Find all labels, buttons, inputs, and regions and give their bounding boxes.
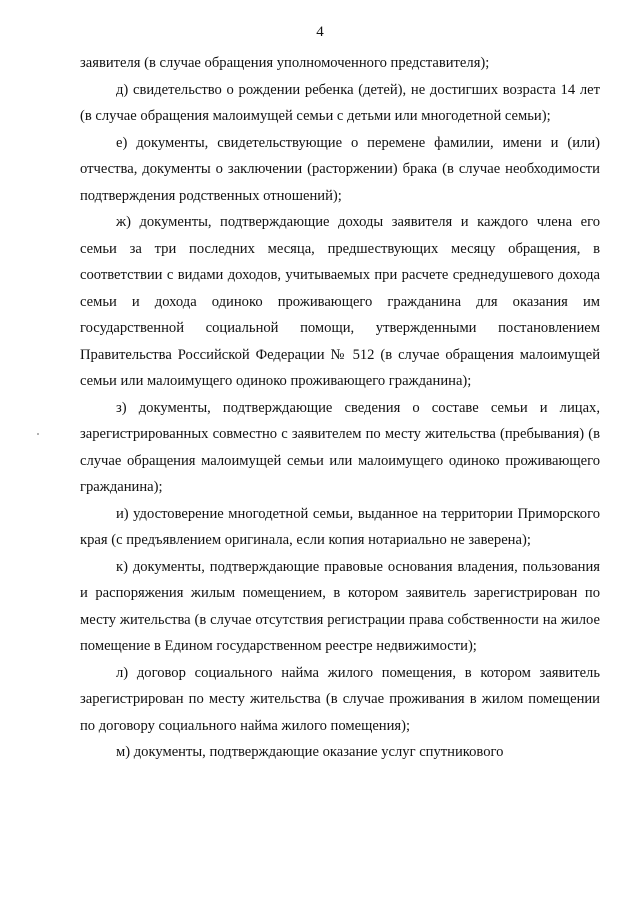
paragraph-l: л) договор социального найма жилого помещения, в котором заявитель зарегистрирован по месту жительства (в случае проживания в жилом помещении по договору социального найма жилого помещения); xyxy=(80,664,600,734)
margin-mark xyxy=(37,433,39,435)
paragraph-k: к) документы, подтверждающие правовые основания владения, пользования и распоряжения жилым помещением, в котором заявитель зарегистрирован по месту жительства (в случае отсутствия регистрации права собственности на жилое помещение в Едином государственном реестре недвижимости); xyxy=(80,558,600,654)
paragraph-zh: ж) документы, подтверждающие доходы заявителя и каждого члена его семьи за три последних месяца, предшествующих месяцу обращения, в соответствии с видами доходов, учитываемых при расчете среднедушевого дохода семьи и дохода одиноко проживающего гражданина для оказания им государственной социальной помощи, утвержденными постановлением Правительства Российской Федерации № 512 (в случае обращения малоимущей семьи или малоимущего одиноко проживающего гражданина); xyxy=(80,214,600,389)
paragraph-d: д) свидетельство о рождении ребенка (детей), не достигших возраста 14 лет (в случае обращения малоимущей семьи с детьми или многодетной семьи); xyxy=(80,81,600,124)
paragraph-m: м) документы, подтверждающие оказание услуг спутникового xyxy=(116,744,504,760)
paragraph-z: з) документы, подтверждающие сведения о составе семьи и лицах, зарегистрированных совместно с заявителем по месту жительства (пребывания) (в случае обращения малоимущей семьи или малоимущего одиноко проживающего гражданина); xyxy=(80,399,600,495)
paragraph-e: е) документы, свидетельствующие о перемене фамилии, имени и (или) отчества, документы о заключении (расторжении) брака (в случае необходимости подтверждения родственных отношений); xyxy=(80,134,600,204)
page-number: 4 xyxy=(316,24,324,40)
paragraph-continuation: заявителя (в случае обращения уполномоченного представителя); xyxy=(80,55,490,71)
document-body xyxy=(80,50,600,766)
paragraph-i: и) удостоверение многодетной семьи, выданное на территории Приморского края (с предъявлением оригинала, если копия нотариально не заверена); xyxy=(80,505,600,548)
